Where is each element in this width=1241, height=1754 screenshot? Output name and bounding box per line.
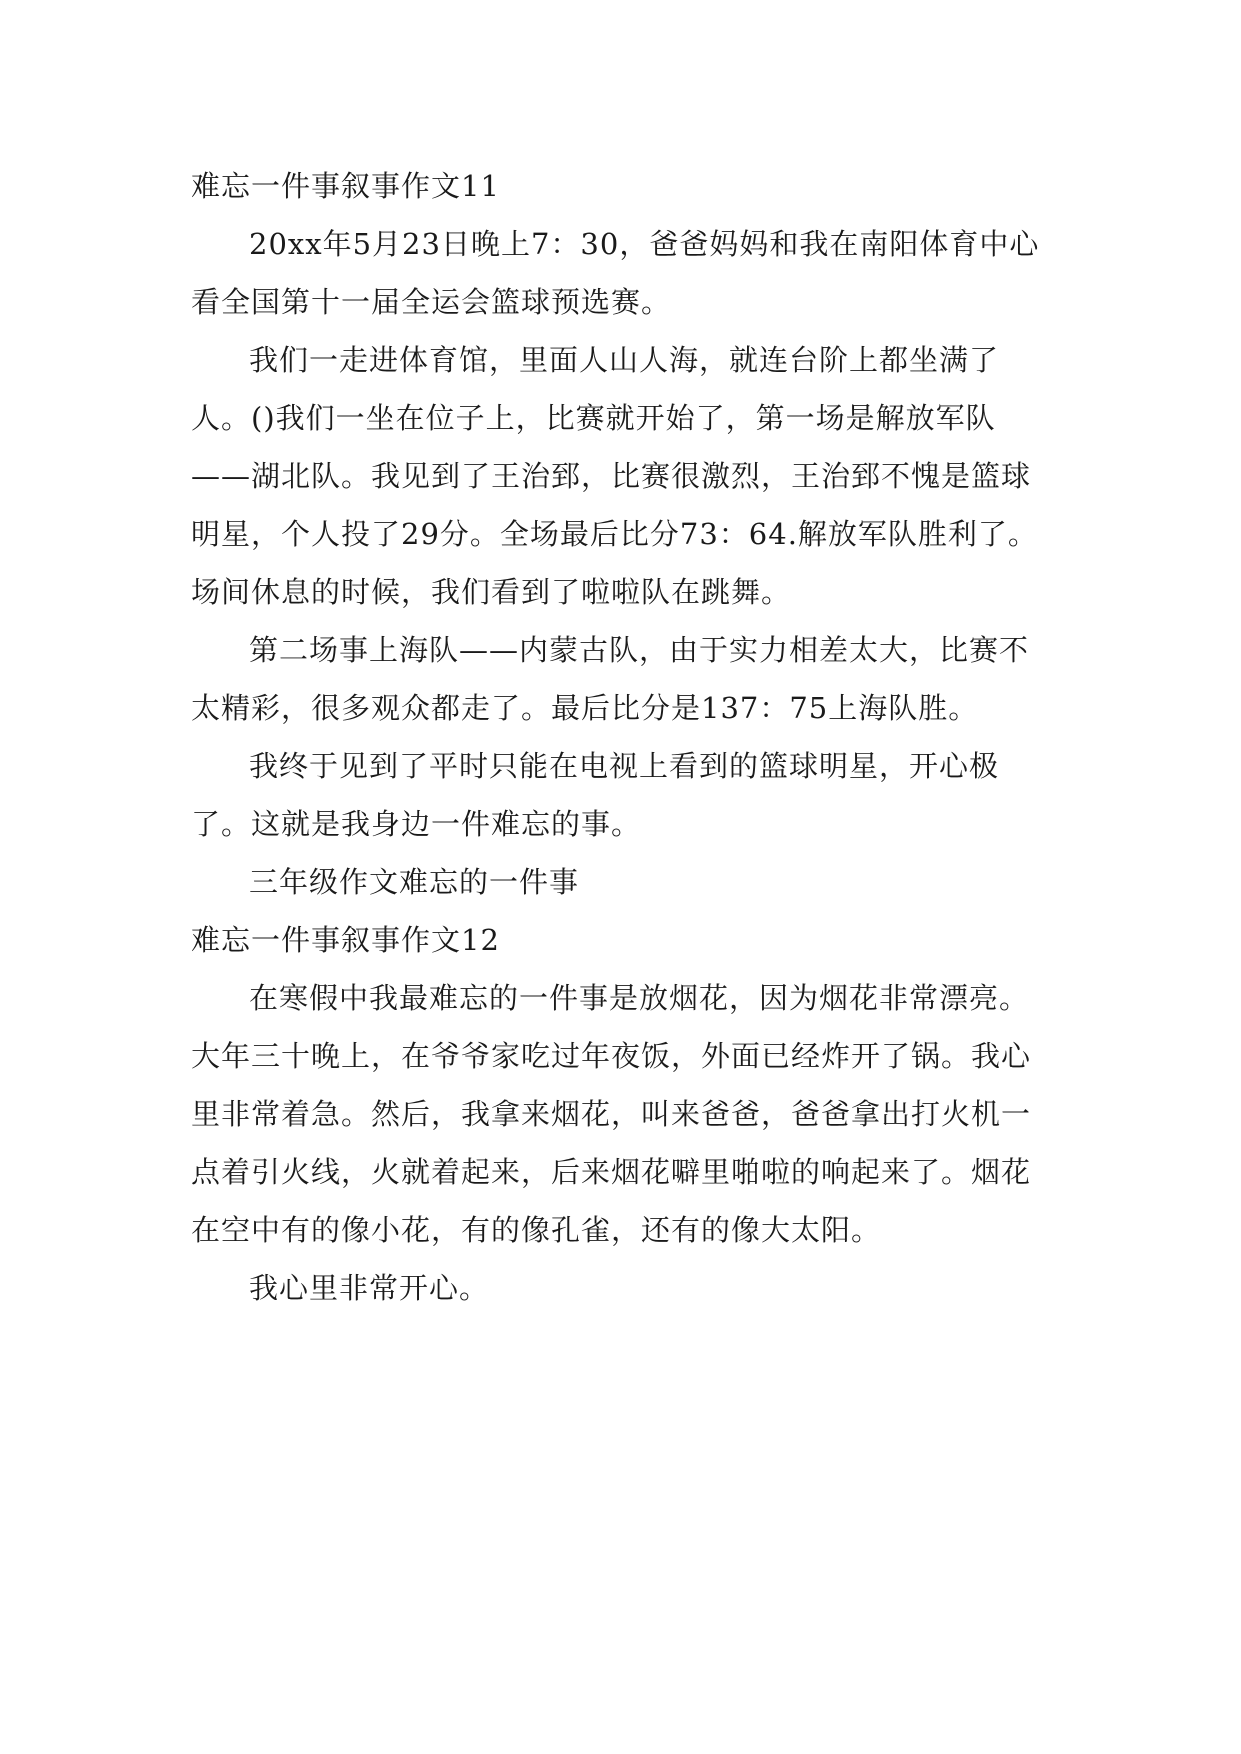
document-page — [191, 157, 1051, 1317]
paragraph: 第二场事上海队——内蒙古队，由于实力相差太大，比赛不太精彩，很多观众都走了。最后比分是137：75上海队胜。 — [191, 633, 1030, 725]
paragraph: 我终于见到了平时只能在电视上看到的篮球明星，开心极了。这就是我身边一件难忘的事。 — [191, 749, 1000, 841]
section-heading-11: 难忘一件事叙事作文11 — [191, 169, 500, 203]
paragraph: 我心里非常开心。 — [249, 1271, 490, 1305]
paragraph: 在寒假中我最难忘的一件事是放烟花，因为烟花非常漂亮。大年三十晚上，在爷爷家吃过年夜饭，外面已经炸开了锅。我心里非常着急。然后，我拿来烟花，叫来爸爸，爸爸拿出打火机一点着引火线，火就着起来，后来烟花噼里啪啦的响起来了。烟花在空中有的像小花，有的像孔雀，还有的像大太阳。 — [191, 981, 1032, 1247]
paragraph: 20xx年5月23日晚上7：30，爸爸妈妈和我在南阳体育中心看全国第十一届全运会篮球预选赛。 — [191, 227, 1040, 319]
section-heading-12: 难忘一件事叙事作文12 — [191, 923, 500, 957]
section-footer-line: 三年级作文难忘的一件事 — [249, 865, 580, 899]
paragraph: 我们一走进体育馆，里面人山人海，就连台阶上都坐满了人。()我们一坐在位子上，比赛就开始了，第一场是解放军队——湖北队。我见到了王治郅，比赛很激烈，王治郅不愧是篮球明星，个人投了29分。全场最后比分73：64.解放军队胜利了。场间休息的时候，我们看到了啦啦队在跳舞。 — [191, 343, 1038, 609]
